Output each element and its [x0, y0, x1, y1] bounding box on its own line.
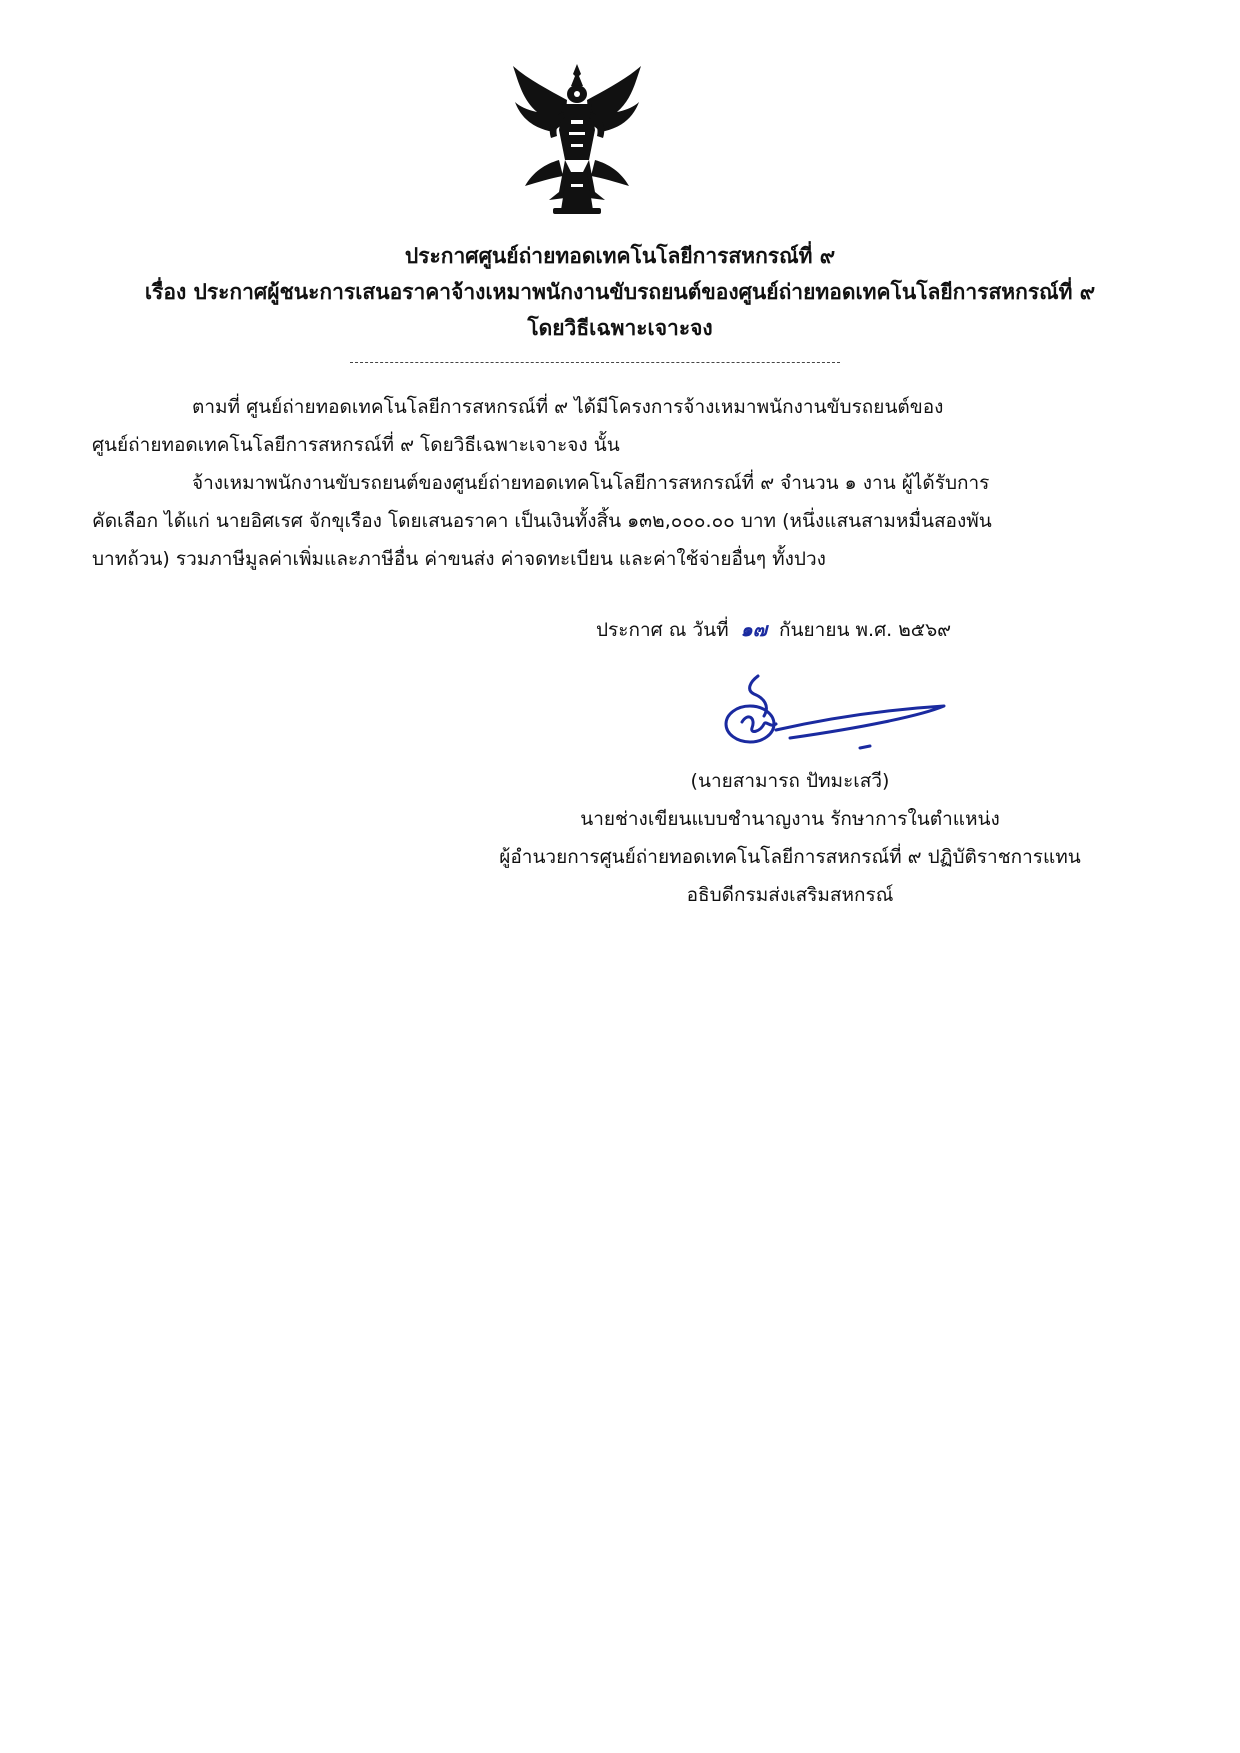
heading-method: โดยวิธีเฉพาะเจาะจง — [527, 316, 713, 340]
garuda-emblem-icon — [509, 60, 645, 220]
announcement-heading — [80, 238, 1160, 346]
announcement-date-day: ๑๗ — [740, 619, 767, 641]
signer-position-line2: ผู้อำนวยการศูนย์ถ่ายทอดเทคโนโลยีการสหกรณ์ที่ ๙ ปฏิบัติราชการแทน — [499, 846, 1081, 868]
signer-position-line1: นายช่างเขียนแบบชำนาญงาน รักษาการในตำแหน่ง — [580, 808, 1000, 830]
signer-block — [440, 762, 1140, 914]
body-paragraph1-line1: ตามที่ ศูนย์ถ่ายทอดเทคโนโลยีการสหกรณ์ที่ ๙ ได้มีโครงการจ้างเหมาพนักงานขับรถยนต์ของ — [192, 396, 944, 418]
heading-subject: เรื่อง ประกาศผู้ชนะการเสนอราคาจ้างเหมาพนักงานขับรถยนต์ของศูนย์ถ่ายทอดเทคโนโลยีการสหกรณ์ที่ ๙ — [144, 280, 1096, 304]
heading-divider — [350, 362, 840, 363]
handwritten-signature-icon — [720, 672, 950, 762]
announcement-date — [596, 615, 951, 645]
announcement-date-suffix: กันยายน พ.ศ. ๒๕๖๙ — [779, 619, 952, 641]
body-paragraph2-line1: จ้างเหมาพนักงานขับรถยนต์ของศูนย์ถ่ายทอดเทคโนโลยีการสหกรณ์ที่ ๙ จำนวน ๑ งาน ผู้ได้รับการ — [192, 472, 990, 494]
announcement-date-prefix: ประกาศ ณ วันที่ — [596, 619, 729, 641]
heading-title: ประกาศศูนย์ถ่ายทอดเทคโนโลยีการสหกรณ์ที่ ๙ — [404, 244, 836, 268]
signer-position-line3: อธิบดีกรมส่งเสริมสหกรณ์ — [686, 884, 894, 906]
body-paragraph2-line2: คัดเลือก ได้แก่ นายอิศเรศ จักขุเรือง โดยเสนอราคา เป็นเงินทั้งสิ้น ๑๓๒,๐๐๐.๐๐ บาท (หนึ่งแสนสามหมื่นสองพัน — [92, 510, 992, 532]
body-paragraph2-line3: บาทถ้วน) รวมภาษีมูลค่าเพิ่มและภาษีอื่น ค่าขนส่ง ค่าจดทะเบียน และค่าใช้จ่ายอื่นๆ ทั้งปวง — [92, 548, 826, 570]
announcement-body — [92, 388, 1102, 578]
signer-name: (นายสามารถ ปัทมะเสวี) — [690, 770, 890, 792]
body-paragraph1-line2: ศูนย์ถ่ายทอดเทคโนโลยีการสหกรณ์ที่ ๙ โดยวิธีเฉพาะเจาะจง นั้น — [92, 434, 620, 456]
